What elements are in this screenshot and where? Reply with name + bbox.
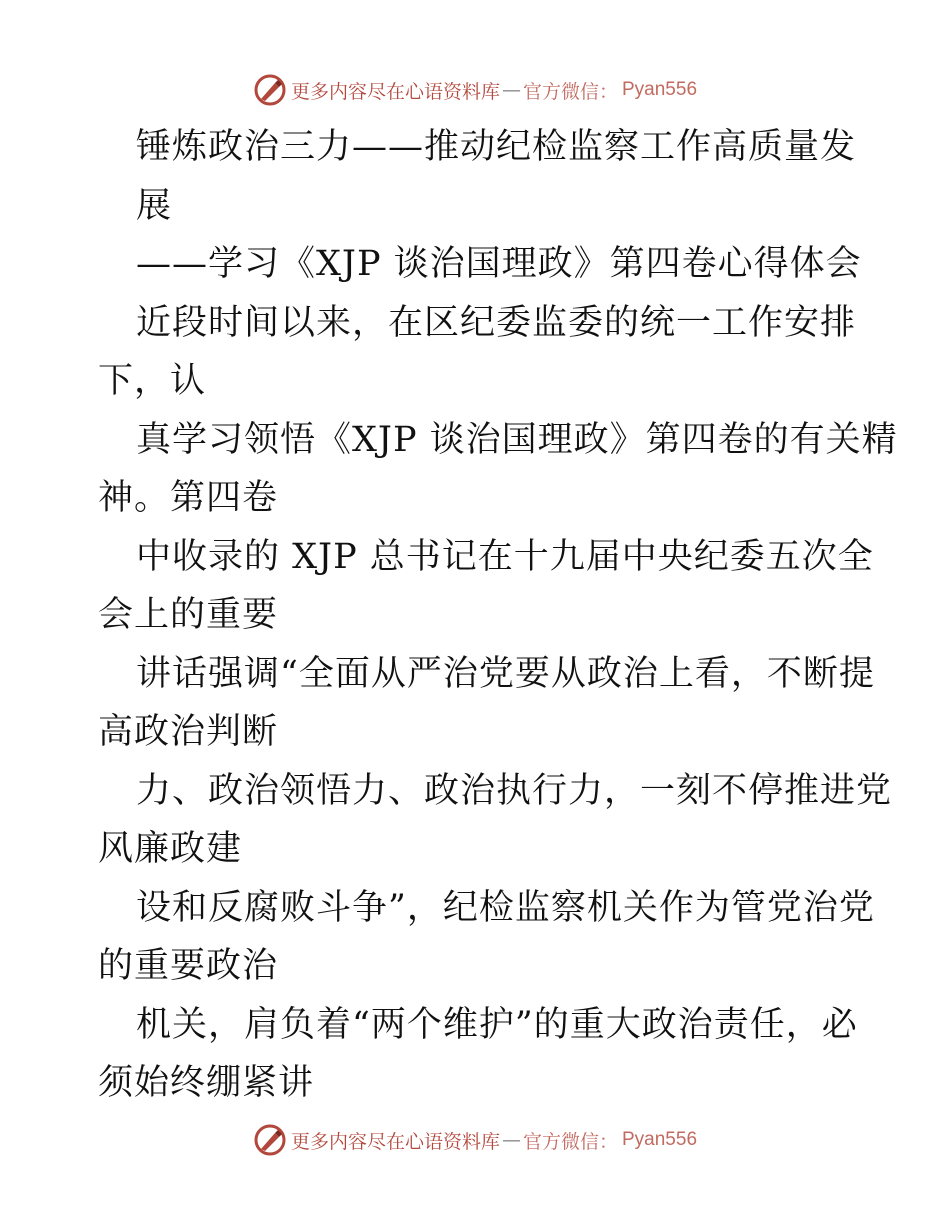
text-line: 会上的重要 xyxy=(98,595,279,635)
watermark-wechat-id: Pyan556 xyxy=(622,79,698,100)
text-line: 中收录的 XJP 总书记在十九届中央纪委五次全 xyxy=(136,536,874,577)
watermark-separator: — xyxy=(501,1129,521,1151)
text-line: 的重要政治 xyxy=(98,946,279,986)
text-line: 下，认 xyxy=(98,361,207,401)
pen-logo-icon xyxy=(253,1123,287,1157)
document-body xyxy=(98,118,898,1113)
text-line: 设和反腐败斗争”，纪检监察机关作为管党治党 xyxy=(136,887,875,928)
text-line: 神。第四卷 xyxy=(98,478,279,518)
text-line: 近段时间以来，在区纪委监委的统一工作安排 xyxy=(136,302,857,343)
text-line: 讲话强调“全面从严治党要从政治上看，不断提 xyxy=(136,653,875,694)
watermark-separator: — xyxy=(501,79,521,101)
text-line: 风廉政建 xyxy=(98,829,243,869)
text-line: 展 xyxy=(136,185,173,226)
text-line: 锤炼政治三力——推动纪检监察工作高质量发 xyxy=(136,127,857,167)
text-line: 力、政治领悟力、政治执行力，一刻不停推进党 xyxy=(136,770,893,811)
text-line: 高政治判断 xyxy=(98,712,279,752)
watermark-wechat-label: 官方微信： xyxy=(522,1130,618,1153)
text-line: 须始终绷紧讲 xyxy=(98,1063,315,1103)
watermark-brand: 更多内容尽在心语资料库 xyxy=(290,1130,500,1153)
footer-watermark xyxy=(0,1120,950,1160)
watermark-wechat-label: 官方微信： xyxy=(522,80,618,103)
header-watermark xyxy=(0,70,950,110)
text-line: 机关，肩负着“两个维护”的重大政治责任，必 xyxy=(136,1004,858,1045)
watermark-wechat-id: Pyan556 xyxy=(622,1129,698,1150)
text-line: 真学习领悟《XJP 谈治国理政》第四卷的有关精 xyxy=(136,419,898,460)
watermark-brand: 更多内容尽在心语资料库 xyxy=(290,80,500,103)
pen-logo-icon xyxy=(253,73,287,107)
text-line: ——学习《XJP 谈治国理政》第四卷心得体会 xyxy=(136,244,862,284)
